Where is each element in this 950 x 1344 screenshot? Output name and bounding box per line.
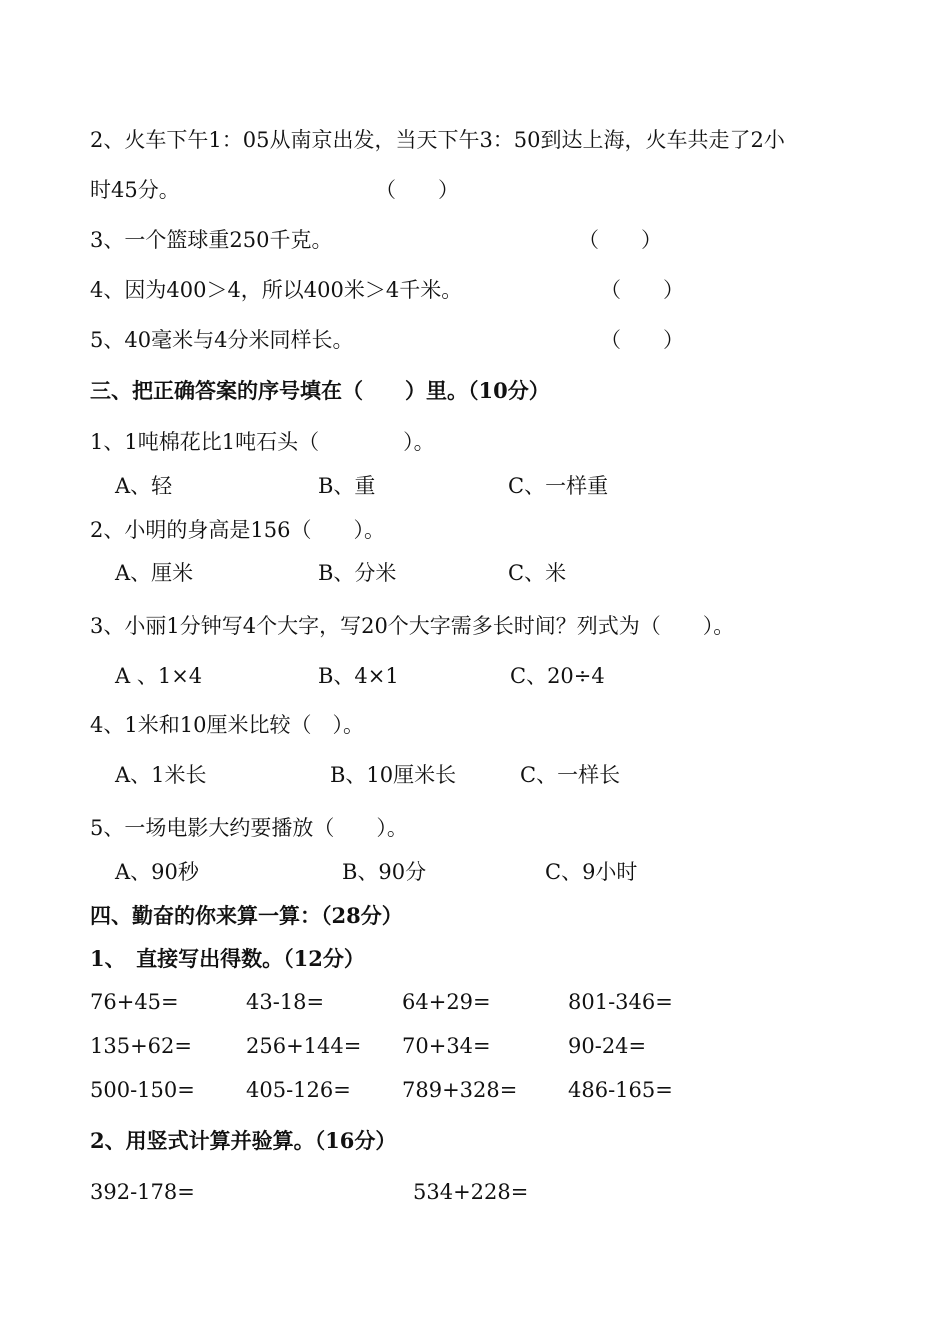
choice-q5-option-a[interactable]: A、90秒 <box>115 860 199 884</box>
calc-item: 43-18= <box>246 990 325 1014</box>
choice-q3-stem: 3、小丽1分钟写4个大字，写20个大字需多长时间？列式为（ ）。 <box>90 614 735 638</box>
choice-q5-option-c[interactable]: C、9小时 <box>545 860 638 884</box>
calc-item: 90-24= <box>568 1034 647 1058</box>
calc-item: 789+328= <box>402 1078 518 1102</box>
vertical-calc-item: 534+228= <box>413 1180 529 1204</box>
vertical-calc-item: 392-178= <box>90 1180 195 1204</box>
calc-item: 801-346= <box>568 990 673 1014</box>
choice-q3-option-a[interactable]: A 、1×4 <box>115 664 203 688</box>
section-3-title: 三、把正确答案的序号填在（ ）里。（10分） <box>90 378 550 403</box>
choice-q1-option-a[interactable]: A、轻 <box>115 474 173 498</box>
answer-blank-q3[interactable]: （ ） <box>578 228 662 252</box>
answer-blank-q4[interactable]: （ ） <box>600 278 684 302</box>
choice-q3-option-c[interactable]: C、20÷4 <box>510 664 605 688</box>
section-4-title: 四、勤奋的你来算一算：（28分） <box>90 903 403 928</box>
section-4-sub2-title: 2、用竖式计算并验算。（16分） <box>90 1128 397 1153</box>
judge-q3: 3、一个篮球重250千克。 <box>90 228 333 252</box>
calc-item: 70+34= <box>402 1034 491 1058</box>
calc-item: 256+144= <box>246 1034 362 1058</box>
choice-q1-option-c[interactable]: C、一样重 <box>508 474 609 498</box>
choice-q1-stem: 1、1吨棉花比1吨石头（ ）。 <box>90 430 435 454</box>
judge-q5: 5、40毫米与4分米同样长。 <box>90 328 354 352</box>
choice-q5-option-b[interactable]: B、90分 <box>342 860 427 884</box>
judge-q2-line1: 2、火车下午1：05从南京出发，当天下午3：50到达上海，火车共走了2小 <box>90 128 785 152</box>
choice-q3-option-b[interactable]: B、4×1 <box>318 664 399 688</box>
choice-q2-stem: 2、小明的身高是156（ ）。 <box>90 518 385 542</box>
calc-item: 500-150= <box>90 1078 195 1102</box>
answer-blank-q5[interactable]: （ ） <box>600 328 684 352</box>
calc-item: 486-165= <box>568 1078 673 1102</box>
choice-q5-stem: 5、一场电影大约要播放（ ）。 <box>90 816 408 840</box>
choice-q4-option-b[interactable]: B、10厘米长 <box>330 763 457 787</box>
choice-q2-option-a[interactable]: A、厘米 <box>115 561 194 585</box>
choice-q4-stem: 4、1米和10厘米比较（ ）。 <box>90 713 364 737</box>
calc-item: 405-126= <box>246 1078 351 1102</box>
calc-item: 135+62= <box>90 1034 192 1058</box>
calc-item: 64+29= <box>402 990 491 1014</box>
choice-q2-option-b[interactable]: B、分米 <box>318 561 397 585</box>
choice-q1-option-b[interactable]: B、重 <box>318 474 376 498</box>
choice-q2-option-c[interactable]: C、米 <box>508 561 567 585</box>
judge-q2-line2: 时45分。 <box>90 178 180 202</box>
choice-q4-option-c[interactable]: C、一样长 <box>520 763 621 787</box>
choice-q4-option-a[interactable]: A、1米长 <box>115 763 207 787</box>
judge-q4: 4、因为400＞4，所以400米＞4千米。 <box>90 278 463 302</box>
section-4-sub1-title: 1、 直接写出得数。（12分） <box>90 946 365 971</box>
calc-item: 76+45= <box>90 990 179 1014</box>
answer-blank-q2[interactable]: （ ） <box>375 178 459 202</box>
